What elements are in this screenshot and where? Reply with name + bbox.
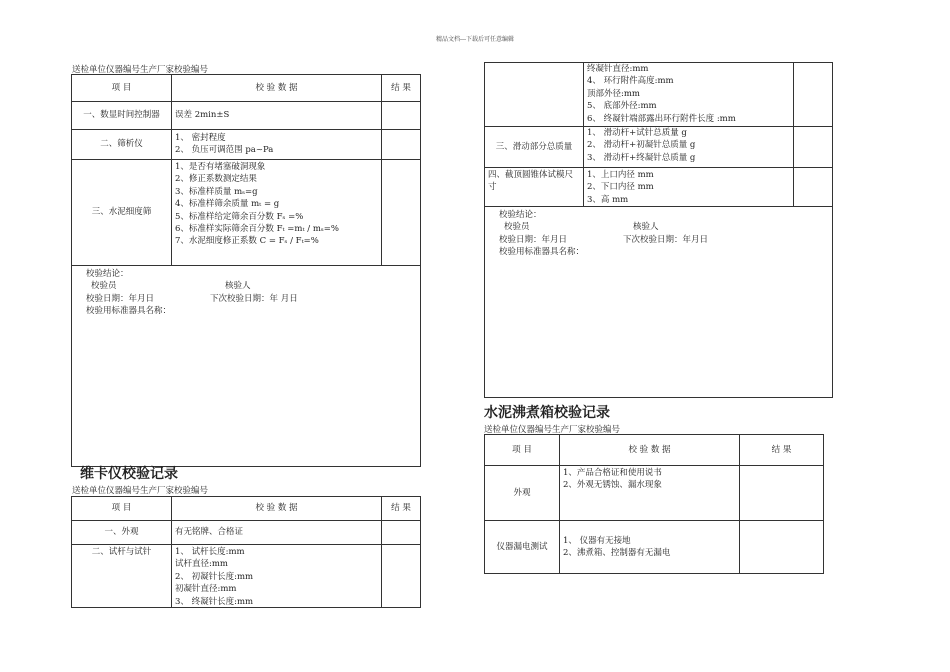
col-header-item: 项 目 [72,497,172,520]
row-item: 三、滑动部分总质量 [485,127,584,167]
vicat-table-continued [484,62,833,398]
table-header-row [72,497,420,521]
table-row [72,545,420,607]
row-data: 有无铭牌、合格证 [172,521,382,544]
row-item: 仪器漏电测试 [485,521,560,573]
row-item: 一、数显时间控制器 [72,102,172,129]
row-item: 一、外观 [72,521,172,544]
fineness-table [71,74,421,467]
row-result[interactable] [382,521,420,544]
row-item: 二、试杆与试针 [72,545,172,607]
table-row [485,63,832,127]
table-row [72,130,420,160]
row-result[interactable] [794,127,832,167]
row-data: 1、是否有堵塞破洞现象 2、修正系数测定结果 3、标准样质量 mₛ=g 4、标准样筛余质量 mₜ = g 5、标准样给定筛余百分数 Fₛ =% 6、标准样实际筛余百分数 Fₜ =mₜ / mₛ=% 7、水泥细度修正系数 C = Fₛ / Fₜ=% [172,160,382,265]
row-data: 1、 仪器有无接地 2、沸煮箱、控制器有无漏电 [560,521,740,573]
col-header-item: 项 目 [72,75,172,101]
meta-line: 送检单位仪器编号生产厂家校验编号 [72,486,209,496]
conclusion-block: 校验结论： 校验员 核验人 校验日期：年月日 下次校验日期：年月日 校验用标准器具名称： [499,210,709,258]
row-result[interactable] [382,102,420,129]
row-item: 外观 [485,466,560,520]
row-item [485,63,584,126]
boiling-table [484,434,824,574]
col-header-data: 校 验 数 据 [560,435,740,465]
table-row [485,521,823,573]
row-result[interactable] [794,168,832,206]
table-row [72,160,420,266]
row-result[interactable] [382,545,420,607]
row-result[interactable] [382,130,420,159]
row-data: 1、 密封程度 2、 负压可调范围 pa~Pa [172,130,382,159]
col-header-result: 结 果 [391,82,411,93]
table-row [485,127,832,168]
vicat-title: 维卡仪校验记录 [80,466,178,482]
conclusion-row [72,266,420,466]
row-data: 1、产品合格证和使用说书 2、外观无锈蚀、漏水现象 [560,466,740,520]
table-header-row [485,435,823,466]
row-item: 四、截顶圆锥体试模尺寸 [485,168,584,206]
table-row [485,466,823,521]
col-header-item: 项 目 [485,435,560,465]
boiling-title: 水泥沸煮箱校验记录 [484,405,610,421]
row-item: 二、筛析仪 [72,130,172,159]
row-data: 1、 滑动杆+试针总质量 g 2、 滑动杆+初凝针总质量 g 3、 滑动杆+终凝针总质量 g [584,127,794,167]
header-note: 精品文档---下载后可任意编辑 [435,36,515,43]
conclusion-block: 校验结论： 校验员 核验人 校验日期：年月日 下次校验日期：年 月日 校验用标准器具名称： [86,269,298,317]
col-header-data: 校 验 数 据 [172,75,382,101]
row-item: 三、水泥细度筛 [72,160,172,265]
table-row [72,521,420,545]
row-data: 1、上口内径 mm 2、下口内径 mm 3、高 mm [584,168,794,206]
table-row [72,102,420,130]
row-data: 误差 2min±S [172,102,382,129]
row-result[interactable] [382,160,420,265]
vicat-table [71,496,421,608]
col-header-data: 校 验 数 据 [172,497,382,520]
row-data: 终凝针直径:mm 4、 环行附件高度:mm 顶部外径:mm 5、 底部外径:mm 6、 终凝针端部露出环行附件长度 :mm [584,63,794,126]
row-result[interactable] [740,466,823,520]
meta-line: 送检单位仪器编号生产厂家校验编号 [484,425,621,435]
conclusion-row [485,207,832,397]
table-row [485,168,832,207]
row-data: 1、 试杆长度:mm 试杆直径:mm 2、 初凝针长度:mm 初凝针直径:mm 3、 终凝针长度:mm [172,545,382,607]
col-header-result: 结 果 [391,503,411,514]
col-header-result: 结 果 [771,444,792,455]
table-header-row [72,75,420,102]
row-result[interactable] [740,521,823,573]
meta-line: 送检单位仪器编号生产厂家校验编号 [72,65,209,75]
row-result[interactable] [794,63,832,126]
